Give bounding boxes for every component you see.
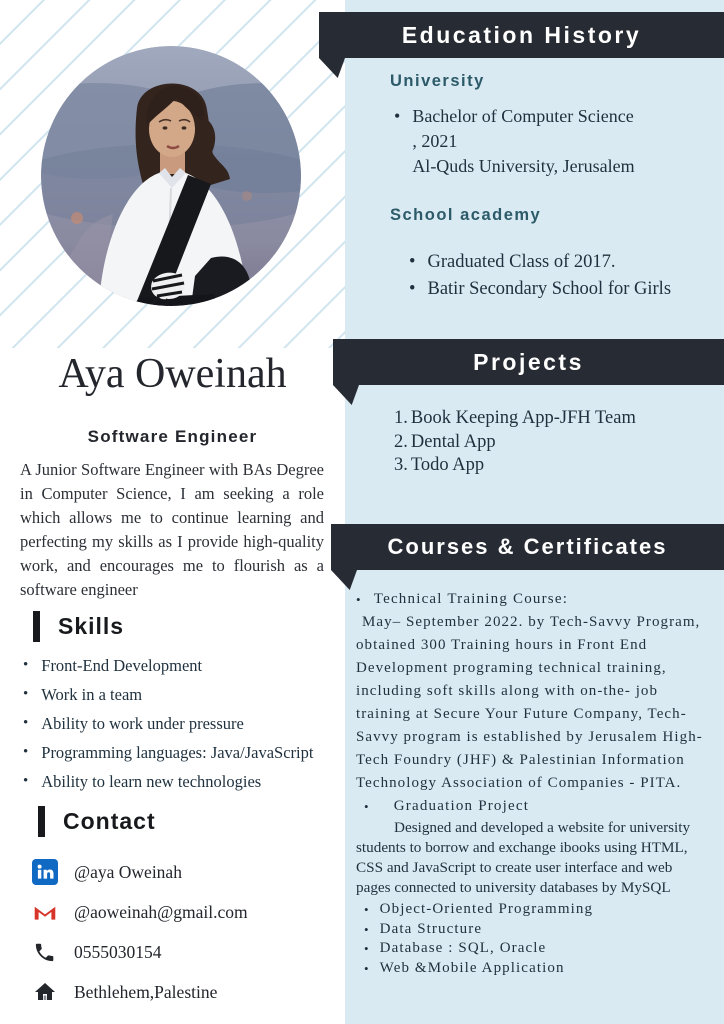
bullet-icon	[409, 249, 415, 276]
heading-bar-decoration	[33, 611, 40, 642]
list-item-text: Graduated Class of 2017.	[427, 252, 616, 272]
list-item-text: Ability to learn new technologies	[41, 771, 262, 791]
training-course-body: May– September 2022. by Tech-Savvy Program, obtained 300 Training hours in Front End Development programing technical training, including soft skills along with on-the- job training at Secure Your Future Company, Tech-Savvy program is established by Jerusalem High-Tech Foundry (JHF) & Palestinian Information Technology Association of Companies - PITA.	[356, 614, 703, 791]
skills-heading-label: Skills	[58, 613, 125, 639]
bullet-icon	[364, 939, 370, 959]
contact-row-phone	[31, 932, 331, 972]
phone-icon	[31, 939, 58, 966]
training-course-title-row	[356, 588, 708, 611]
list-item	[409, 276, 681, 303]
bullet-icon	[23, 686, 28, 703]
contact-row-linkedin	[31, 852, 331, 892]
list-item-text: Ability to work under pressure	[41, 713, 244, 733]
list-item	[356, 920, 708, 940]
list-item-text: Work in a team	[41, 684, 143, 704]
bullet-icon	[23, 744, 28, 761]
bullet-icon	[409, 276, 415, 303]
skills-list	[23, 651, 341, 796]
school-academy-list	[409, 249, 681, 303]
linkedin-icon	[31, 859, 58, 886]
linkedin-handle: @aya Oweinah	[74, 861, 182, 882]
bullet-icon	[364, 900, 370, 920]
person-name: Aya Oweinah	[58, 351, 287, 397]
courses-content	[356, 588, 708, 978]
degree-line1: Bachelor of Computer Science	[412, 106, 634, 126]
list-item	[356, 900, 708, 920]
list-item-text: Programming languages: Java/JavaScript	[41, 742, 314, 762]
list-item-text: Web &Mobile Application	[379, 959, 565, 976]
list-item	[23, 767, 341, 796]
list-item-text: Data Structure	[379, 920, 483, 937]
skills-heading	[33, 611, 124, 642]
contact-row-email	[31, 892, 331, 932]
list-item	[23, 709, 341, 738]
education-history-banner-label: Education History	[401, 21, 642, 48]
home-icon	[31, 979, 58, 1006]
bullet-icon	[23, 657, 28, 674]
graduation-project-body: Designed and developed a website for university students to borrow and exchange ibooks using HTML, CSS and JavaScript to create user interface and web pages connected to university databases by MySQL	[356, 819, 691, 896]
contact-heading	[38, 806, 156, 837]
list-item	[409, 249, 681, 276]
bullet-icon	[364, 795, 370, 818]
university-entry	[394, 104, 694, 179]
training-course-title: Technical Training Course:	[373, 591, 569, 607]
bullet-icon	[364, 920, 370, 940]
bullet-icon	[364, 959, 370, 979]
list-item-text: Batir Secondary School for Girls	[427, 279, 672, 299]
list-item	[356, 939, 708, 959]
location-text: Bethlehem,Palestine	[74, 981, 218, 1002]
bullet-icon	[356, 588, 362, 611]
degree-line2: , 2021	[412, 131, 458, 151]
institution: Al-Quds University, Jerusalem	[412, 156, 635, 176]
projects-list	[394, 407, 714, 478]
list-item: Dental App	[410, 431, 496, 452]
list-item	[23, 680, 341, 709]
education-history-banner	[319, 12, 724, 58]
list-item: Book Keeping App-JFH Team	[410, 408, 636, 428]
bullet-icon	[23, 715, 28, 732]
contact-row-location	[31, 972, 331, 1012]
bullet-icon	[23, 773, 28, 790]
university-entry-text	[412, 104, 634, 179]
profile-photo	[41, 46, 301, 306]
job-title: Software Engineer	[87, 427, 258, 446]
list-item	[23, 738, 341, 767]
heading-bar-decoration	[38, 806, 45, 837]
list-item	[23, 651, 341, 680]
portrait-illustration	[41, 46, 301, 306]
university-heading: University	[390, 72, 485, 90]
list-item-text: Front-End Development	[41, 655, 203, 675]
courses-topics-list	[356, 900, 708, 978]
contact-heading-label: Contact	[63, 808, 156, 834]
gmail-icon	[31, 899, 58, 926]
list-item	[356, 959, 708, 979]
contact-list	[31, 852, 331, 1012]
school-academy-heading: School academy	[390, 206, 542, 224]
email-address: @aoweinah@gmail.com	[74, 901, 248, 922]
list-item-text: Object-Oriented Programming	[379, 901, 594, 917]
profile-summary: A Junior Software Engineer with BAs Degree in Computer Science, I am seeking a role which allows me to continue learning and perfecting my skills as I provide high-quality work, and encourages me to flourish as a software engineer	[20, 460, 324, 599]
list-item-text: Database : SQL, Oracle	[379, 940, 547, 956]
graduation-project-title: Graduation Project	[393, 798, 530, 814]
graduation-project-title-row	[356, 795, 708, 818]
bullet-icon	[394, 104, 400, 179]
projects-banner	[333, 339, 724, 385]
courses-certificates-banner-label: Courses & Certificates	[387, 534, 668, 559]
phone-number: 0555030154	[74, 941, 162, 962]
courses-certificates-banner	[331, 524, 724, 570]
list-item: Todo App	[410, 455, 485, 475]
projects-banner-label: Projects	[473, 348, 584, 375]
